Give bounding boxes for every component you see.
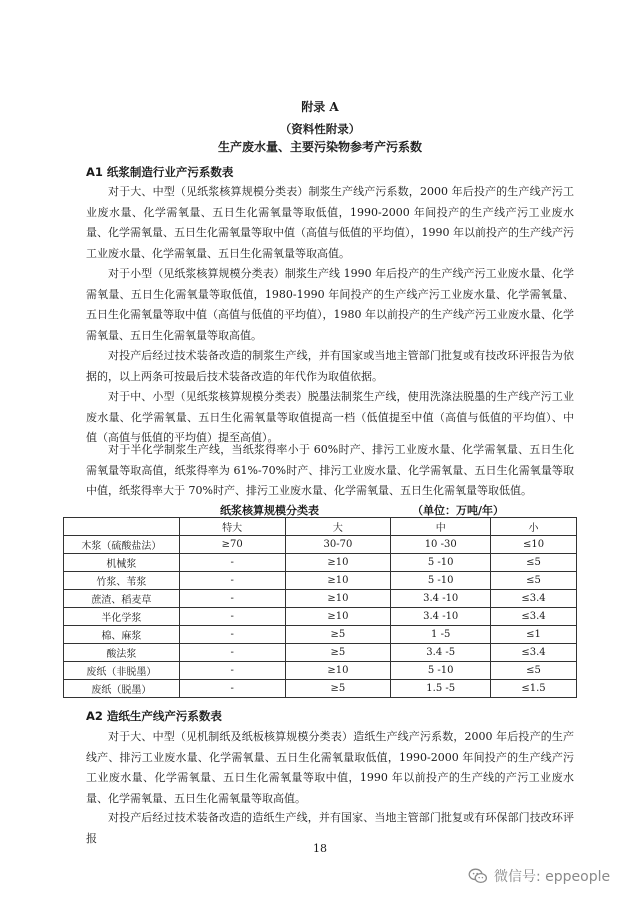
table-cell: - xyxy=(179,644,285,662)
table-cell: ≥5 xyxy=(285,626,391,644)
table-row xyxy=(64,590,577,608)
table-cell: ≥10 xyxy=(285,572,391,590)
table-cell: 竹浆、苇浆 xyxy=(64,572,180,590)
table-cell: - xyxy=(179,554,285,572)
table-cell: - xyxy=(179,572,285,590)
table-cell: ≤10 xyxy=(491,536,577,554)
table-cell: ≥10 xyxy=(285,590,391,608)
table-cell: 5 -10 xyxy=(391,572,491,590)
table-cell: ≤1 xyxy=(491,626,577,644)
paragraph: 对投产后经过技术装备改造的造纸生产线，并有国家、当地主管部门批复或有环保部门技改环评报 xyxy=(86,811,574,845)
table-cell: - xyxy=(179,680,285,698)
table-row xyxy=(64,554,577,572)
table-cell: - xyxy=(179,626,285,644)
table-cell: 3.4 -10 xyxy=(391,590,491,608)
table-cell: 10 -30 xyxy=(391,536,491,554)
table-cell: 半化学浆 xyxy=(64,608,180,626)
table-row xyxy=(64,644,577,662)
table-row xyxy=(64,608,577,626)
table-cell: 1 -5 xyxy=(391,626,491,644)
table-header-row xyxy=(64,518,577,536)
table-header-cell: 小 xyxy=(491,518,577,536)
table-cell: - xyxy=(179,590,285,608)
table-cell: 废纸（脱墨） xyxy=(64,680,180,698)
table-header-cell xyxy=(64,518,180,536)
table-cell: 木浆（硫酸盐法） xyxy=(64,536,180,554)
table-cell: 机械浆 xyxy=(64,554,180,572)
page-number: 18 xyxy=(313,842,327,855)
table-row xyxy=(64,536,577,554)
table-cell: ≤1.5 xyxy=(491,680,577,698)
pulp-scale-table xyxy=(63,517,577,698)
table-cell: ≥70 xyxy=(179,536,285,554)
table-cell: 5 -10 xyxy=(391,662,491,680)
table-row xyxy=(64,680,577,698)
table-cell: ≥5 xyxy=(285,680,391,698)
wechat-icon xyxy=(468,868,488,884)
table-cell: 棉、麻浆 xyxy=(64,626,180,644)
table-row xyxy=(64,572,577,590)
table-cell: ≤3.4 xyxy=(491,644,577,662)
paragraph: 对于小型（见纸浆核算规模分类表）制浆生产线 1990 年后投产的生产线产污工业废水量、化学需氧量、五日生化需氧量等取低值，1980-1990 年间投产的生产线产污工业废水量、化学需氧量、五日生化需氧量等取中值（高值与低值的平均值），1980 年以前投产的生产线产污工业废水量、化学需氧量、五日生化需氧量等取高值。 xyxy=(86,267,574,342)
paragraph: 对于大、中型（见机制纸及纸板核算规模分类表）造纸生产线产污系数，2000 年后投产的生产线产、排污工业废水量、化学需氧量、五日生化需氧量取低值，1990-2000 年间投产的生产线产污工业废水量、化学需氧量、五日生化需氧量等取中值，1990 年以前投产的生产线的产污工业废水量、化学需氧量、五日生化需氧量等取高值。 xyxy=(86,730,574,805)
table-cell: ≥10 xyxy=(285,608,391,626)
table-cell: 蔗渣、稻麦草 xyxy=(64,590,180,608)
table-cell: 1.5 -5 xyxy=(391,680,491,698)
paragraph: 对投产后经过技术装备改造的制浆生产线，并有国家或当地主管部门批复或有技改环评报告为依据的，以上两条可按最后技术装备改造的年代作为取值依据。 xyxy=(86,349,574,383)
table-cell: 3.4 -10 xyxy=(391,608,491,626)
table-cell: - xyxy=(179,608,285,626)
section-a2-heading: A2 造纸生产线产污系数表 xyxy=(86,709,222,723)
table-cell: ≤5 xyxy=(491,572,577,590)
table-cell: ≥5 xyxy=(285,644,391,662)
section-a1-heading: A1 纸浆制造行业产污系数表 xyxy=(86,165,234,179)
table-cell: 5 -10 xyxy=(391,554,491,572)
watermark-text: 微信号: eppeople xyxy=(494,869,611,885)
table-cell: 3.4 -5 xyxy=(391,644,491,662)
paragraph: 对于中、小型（见纸浆核算规模分类表）脱墨法制浆生产线，使用洗涤法脱墨的生产线产污工业废水量、化学需氧量、五日生化需氧量等取值提高一档（低值提至中值（高值与低值的平均值）、中值（高值与低值的平均值）提至高值）。 xyxy=(86,390,574,444)
table-cell: ≤5 xyxy=(491,662,577,680)
table-cell: ≤5 xyxy=(491,554,577,572)
watermark xyxy=(468,866,610,886)
appendix-title: 附录 A xyxy=(301,100,339,114)
appendix-subtitle: （资料性附录） xyxy=(279,122,361,136)
table-cell: 废纸（非脱墨） xyxy=(64,662,180,680)
table-cell: 酸法浆 xyxy=(64,644,180,662)
table-cell: ≤3.4 xyxy=(491,590,577,608)
paragraph: 对于大、中型（见纸浆核算规模分类表）制浆生产线产污系数，2000 年后投产的生产线产污工业废水量、化学需氧量、五日生化需氧量等取低值，1990-2000 年间投产的生产线产污工业废水量、化学需氧量、五日生化需氧量等取中值（高值与低值的平均值），1990 年以前投产的生产线产污工业废水量、化学需氧量、五日生化需氧量等取高值。 xyxy=(86,185,574,260)
table-row xyxy=(64,662,577,680)
table-header-cell: 中 xyxy=(391,518,491,536)
paragraph: 对于半化学制浆生产线，当纸浆得率小于 60%时产、排污工业废水量、化学需氧量、五日生化需氧量等取高值，纸浆得率为 61%-70%时产、排污工业废水量、化学需氧量、五日生化需氧量等取中值，纸浆得率大于 70%时产、排污工业废水量、化学需氧量、五日生化需氧量等取低值。 xyxy=(86,443,574,497)
table-cell: 30-70 xyxy=(285,536,391,554)
appendix-main-title: 生产废水量、主要污染物参考产污系数 xyxy=(217,140,422,154)
table-caption: 纸浆核算规模分类表 xyxy=(220,504,319,517)
table-cell: ≥10 xyxy=(285,554,391,572)
table-cell: ≥10 xyxy=(285,662,391,680)
table-cell: - xyxy=(179,662,285,680)
table-header-cell: 大 xyxy=(285,518,391,536)
table-unit: （单位：万吨/年） xyxy=(412,504,505,517)
table-cell: ≤3.4 xyxy=(491,608,577,626)
table-header-cell: 特大 xyxy=(179,518,285,536)
table-row xyxy=(64,626,577,644)
